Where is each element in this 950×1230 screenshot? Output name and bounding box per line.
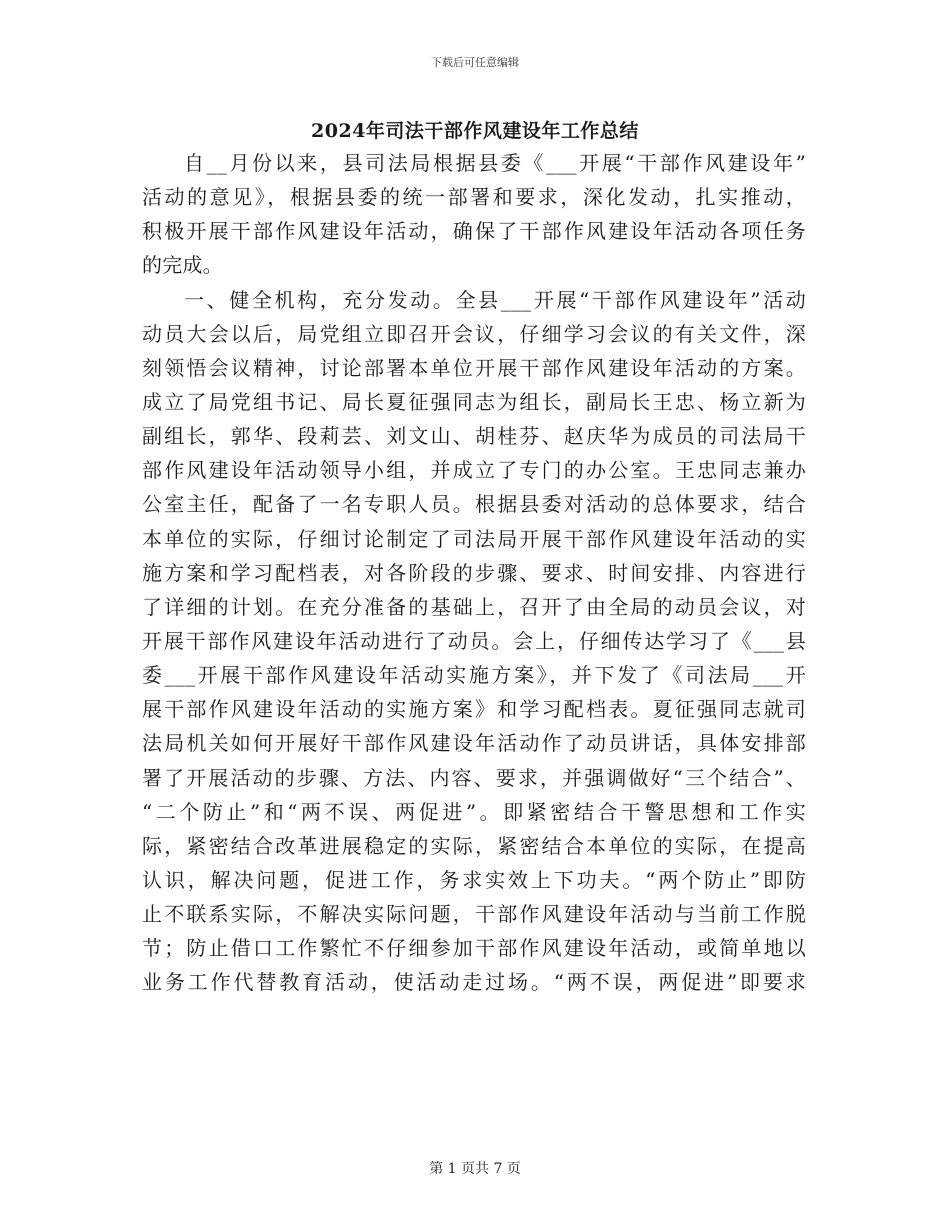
text-line: 刻领悟会议精神，讨论部署本单位开展干部作风建设年活动的方案。 — [142, 355, 806, 380]
text-line: 业务工作代替教育活动，使活动走过场。“两不误，两促进”即要求 — [142, 970, 806, 995]
text-line: 展干部作风建设年活动的实施方案》和学习配档表。夏征强同志就司 — [142, 697, 806, 722]
text-line: 止不联系实际，不解决实际问题，干部作风建设年活动与当前工作脱 — [142, 902, 806, 927]
text-line: 活动的意见》，根据县委的统一部署和要求，深化发动，扎实推动， — [142, 185, 806, 210]
text-line: 副组长，郭华、段莉芸、刘文山、胡桂芬、赵庆华为成员的司法局干 — [142, 424, 806, 449]
page-number: 第 1 页共 7 页 — [429, 1161, 521, 1177]
text-line: 际，紧密结合改革进展稳定的实际，紧密结合本单位的实际，在提高 — [142, 833, 806, 858]
text-line: “二个防止”和“两不误、两促进”。即紧密结合干警思想和工作实 — [142, 799, 806, 824]
text-line: 节；防止借口工作繁忙不仔细参加干部作风建设年活动，或简单地以 — [142, 936, 806, 961]
text-line: 了详细的计划。在充分准备的基础上，召开了由全局的动员会议，对 — [142, 594, 806, 619]
text-line: 动员大会以后，局党组立即召开会议，仔细学习会议的有关文件，深 — [142, 321, 806, 346]
text-line: 开展干部作风建设年活动进行了动员。会上，仔细传达学习了《___县 — [142, 628, 806, 653]
text-line: 法局机关如何开展好干部作风建设年活动作了动员讲话，具体安排部 — [142, 731, 806, 756]
text-line: 认识，解决问题，促进工作，务求实效上下功夫。“两个防止”即防 — [142, 867, 806, 892]
text-line: 部作风建设年活动领导小组，并成立了专门的办公室。王忠同志兼办 — [142, 458, 806, 483]
text-line: 署了开展活动的步骤、方法、内容、要求，并强调做好“三个结合”、 — [142, 765, 806, 790]
text-line: 一、健全机构，充分发动。全县___开展“干部作风建设年”活动 — [184, 287, 806, 312]
document-body — [142, 146, 806, 1000]
text-line: 施方案和学习配档表，对各阶段的步骤、要求、时间安排、内容进行 — [142, 560, 806, 585]
text-line: 的完成。 — [142, 253, 223, 278]
text-line: 自__月份以来，县司法局根据县委《___开展“干部作风建设年” — [184, 151, 806, 175]
text-line: 积极开展干部作风建设年活动，确保了干部作风建设年活动各项任务 — [142, 219, 806, 244]
document-title: 2024年司法干部作风建设年工作总结 — [311, 120, 639, 142]
text-line: 成立了局党组书记、局长夏征强同志为组长，副局长王忠、杨立新为 — [142, 389, 806, 414]
text-line: 本单位的实际，仔细讨论制定了司法局开展干部作风建设年活动的实 — [142, 526, 806, 551]
text-line: 公室主任，配备了一名专职人员。根据县委对活动的总体要求，结合 — [142, 492, 806, 517]
page-header-note: 下载后可任意编辑 — [431, 56, 519, 69]
text-line: 委___开展干部作风建设年活动实施方案》，并下发了《司法局___开 — [142, 663, 806, 688]
